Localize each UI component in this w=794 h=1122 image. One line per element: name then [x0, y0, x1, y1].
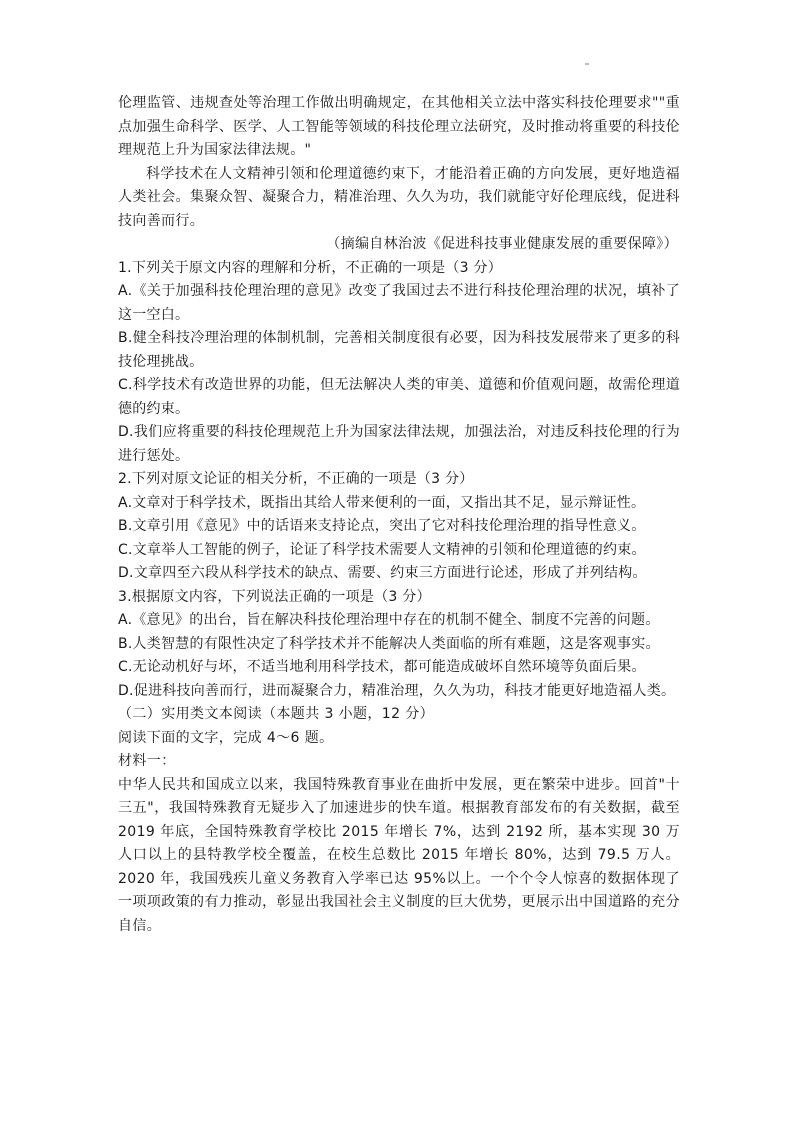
option-b: B.文章引用《意见》中的话语来支持论点，突出了它对科技伦理治理的指导性意义。 [118, 518, 646, 534]
question-stem: 2.下列对原文论证的相关分析，不正确的一项是（3 分） [118, 471, 474, 487]
section-instruction: 阅读下面的文字，完成 4～6 题。 [118, 729, 334, 746]
document-page [118, 92, 680, 938]
passage-paragraph: 科学技术在人文精神引领和伦理道德约束下，才能沿着正确的方向发展，更好地造福人类社会。集聚众智、凝聚合力，精准治理、久久为功，我们就能守好伦理底线，促进科技向善而行。 [118, 165, 680, 229]
question-stem: 3.根据原文内容，下列说法正确的一项是（3 分） [118, 588, 431, 605]
question-3 [118, 586, 680, 704]
material-paragraph: 中华人民共和国成立以来，我国特殊教育事业在曲折中发展，更在繁荣中进步。回首"十三五"，我国特殊教育无疑步入了加速进步的快车道。根据教育部发布的有关数据，截至 2019 年底，全国特殊教育学校比 2015 年增长 7%，达到 2192 所，基本实现 30 万人口以上的县特教学校全覆盖，在校生总数比 2015 年增长 80%，达到 79.5 万人。2020 年，我国残疾儿童义务教育入学率已达 95%以上。一个个令人惊喜的数据体现了一项项政策的有力推动，彰显出我国社会主义制度的巨大优势，更展示出中国道路的充分自信。 [118, 776, 680, 934]
passage-continuation [118, 92, 680, 257]
option-b: B.人类智慧的有限性决定了科学技术并不能解决人类面临的所有难题，这是客观事实。 [118, 635, 660, 652]
option-c: C.科学技术有改造世界的功能，但无法解决人类的审美、道德和价值观问题，故需伦理道德的约束。 [118, 377, 680, 417]
option-c: C.文章举人工智能的例子，论证了科学技术需要人文精神的引领和伦理道德的约束。 [118, 541, 646, 558]
question-stem: 1.下列关于原文内容的理解和分析，不正确的一项是（3 分） [118, 259, 502, 276]
section-practical-reading [118, 703, 680, 938]
question-2 [118, 468, 680, 586]
option-d: D.文章四至六段从科学技术的缺点、需要、约束三方面进行论述，形成了并列结构。 [118, 565, 647, 581]
option-c: C.无论动机好与坏，不适当地利用科学技术，都可能造成破坏自然环境等负面后果。 [118, 659, 646, 675]
option-d: D.我们应将重要的科技伦理规范上升为国家法律法规，加强法治，对违反科技伦理的行为进行惩处。 [118, 424, 680, 464]
scan-mark [585, 63, 589, 65]
section-heading: （二）实用类文本阅读（本题共 3 小题，12 分） [118, 706, 435, 722]
material-label: 材料一： [118, 753, 176, 769]
question-1 [118, 257, 680, 469]
passage-paragraph: 伦理监管、违规查处等治理工作做出明确规定，在其他相关立法中落实科技伦理要求""重点加强生命科学、医学、人工智能等领域的科技伦理立法研究，及时推动将重要的科技伦理规范上升为国家法律法规。" [118, 95, 680, 158]
option-b: B.健全科技冷理治理的体制机制，完善相关制度很有必要，因为科技发展带来了更多的科技伦理挑战。 [118, 330, 680, 370]
option-a: A.文章对于科学技术，既指出其给人带来便利的一面，又指出其不足，显示辩证性。 [118, 494, 646, 511]
passage-source: （摘编自林治波《促进科技事业健康发展的重要保障》） [326, 236, 678, 252]
option-d: D.促进科技向善而行，进而凝聚合力，精准治理，久久为功，科技才能更好地造福人类。 [118, 682, 676, 699]
option-a: A.《意见》的出台，旨在解决科技伦理治理中存在的机制不健全、制度不完善的问题。 [118, 612, 660, 628]
option-a: A.《关于加强科技伦理治理的意见》改变了我国过去不进行科技伦理治理的状况，填补了这一空白。 [118, 283, 680, 323]
